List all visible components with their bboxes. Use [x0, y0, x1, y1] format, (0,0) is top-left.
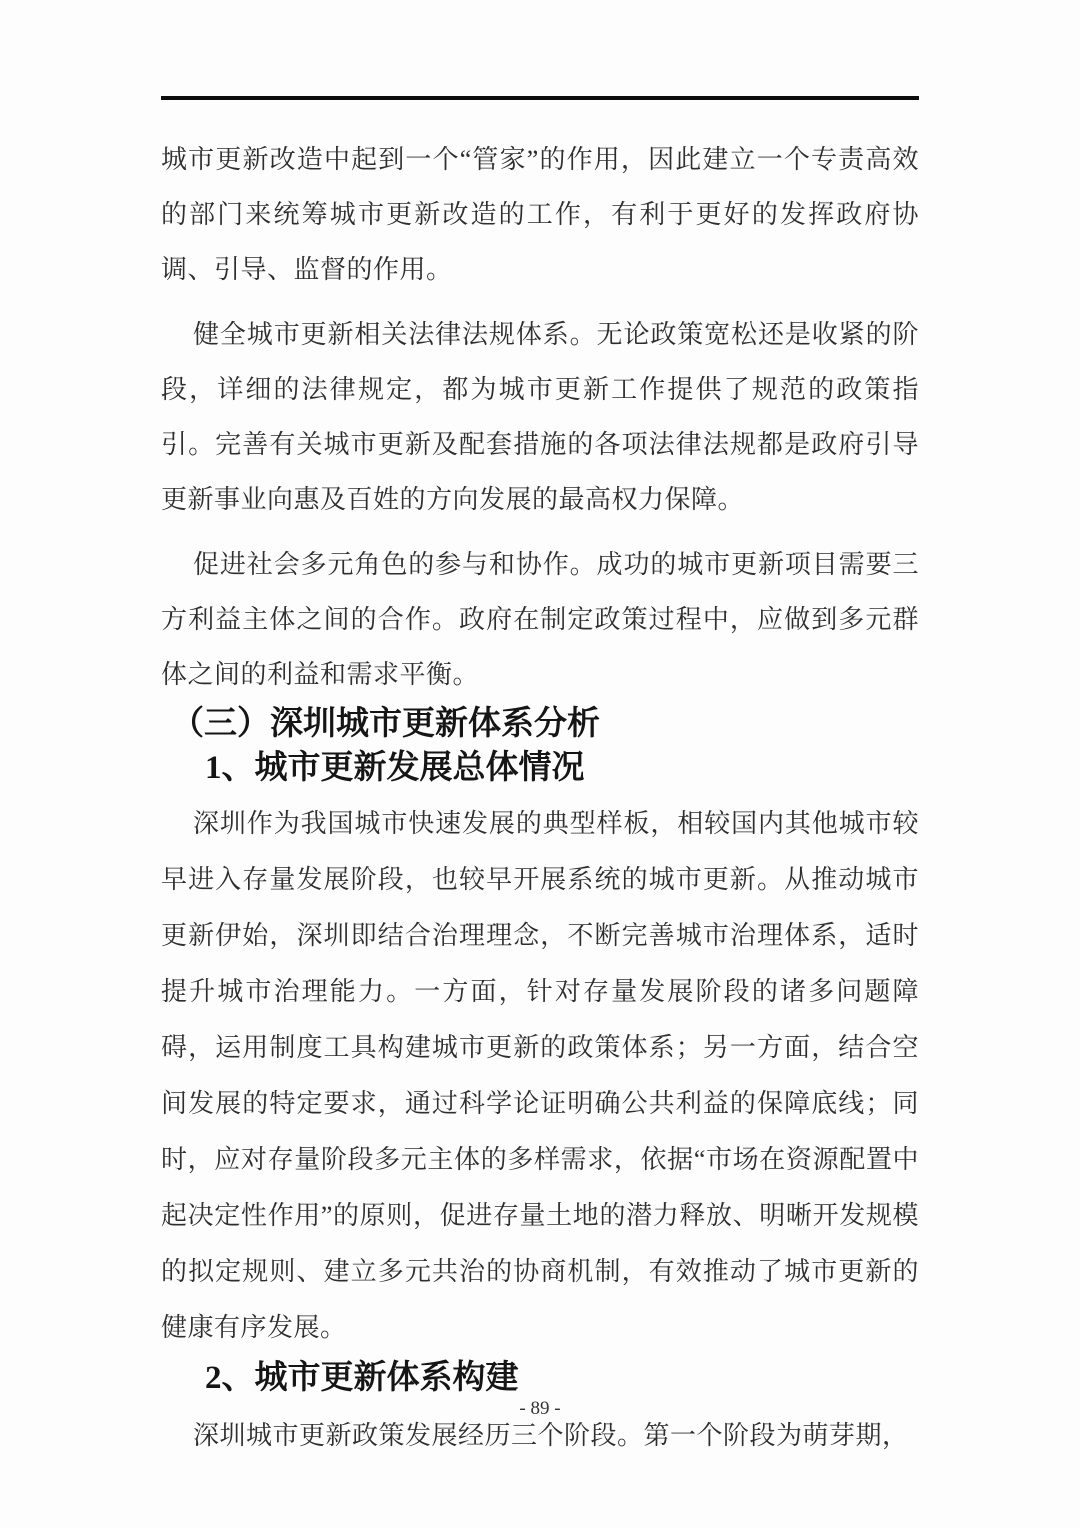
- header-rule: [161, 96, 919, 100]
- subsection-heading-system-construction: 2、城市更新体系构建: [205, 1360, 519, 1396]
- section-heading-shenzhen-analysis: （三）深圳城市更新体系分析: [171, 706, 600, 742]
- paragraph-shenzhen-development: 深圳作为我国城市快速发展的典型样板，相较国内其他城市较早进入存量发展阶段，也较早开展系统的城市更新。从推动城市更新伊始，深圳即结合治理理念，不断完善城市治理体系，适时提升城市治理能力。一方面，针对存量发展阶段的诸多问题障碍，运用制度工具构建城市更新的政策体系；另一方面，结合空间发展的特定要求，通过科学论证明确公共利益的保障底线；同时，应对存量阶段多元主体的多样需求，依据“市场在资源配置中起决定性作用”的原则，促进存量土地的潜力释放、明晰开发规模的拟定规则、建立多元共治的协商机制，有效推动了城市更新的健康有序发展。: [161, 809, 919, 1342]
- paragraph-continuation: 城市更新改造中起到一个“管家”的作用，因此建立一个专责高效的部门来统筹城市更新改造的工作，有利于更好的发挥政府协调、引导、监督的作用。: [161, 145, 919, 284]
- subsection-heading-overall-situation: 1、城市更新发展总体情况: [205, 750, 585, 786]
- document-body: [161, 96, 919, 1463]
- paragraph-policy-stages: 深圳城市更新政策发展经历三个阶段。第一个阶段为萌芽期，: [193, 1421, 909, 1450]
- paragraph-legal-system: 健全城市更新相关法律法规体系。无论政策宽松还是收紧的阶段，详细的法律规定，都为城市更新工作提供了规范的政策指引。完善有关城市更新及配套措施的各项法律法规都是政府引导更新事业向惠及百姓的方向发展的最高权力保障。: [161, 320, 919, 514]
- paragraph-multi-role: 促进社会多元角色的参与和协作。成功的城市更新项目需要三方利益主体之间的合作。政府在制定政策过程中，应做到多元群体之间的利益和需求平衡。: [161, 550, 919, 689]
- page-number: - 89 -: [519, 1398, 561, 1419]
